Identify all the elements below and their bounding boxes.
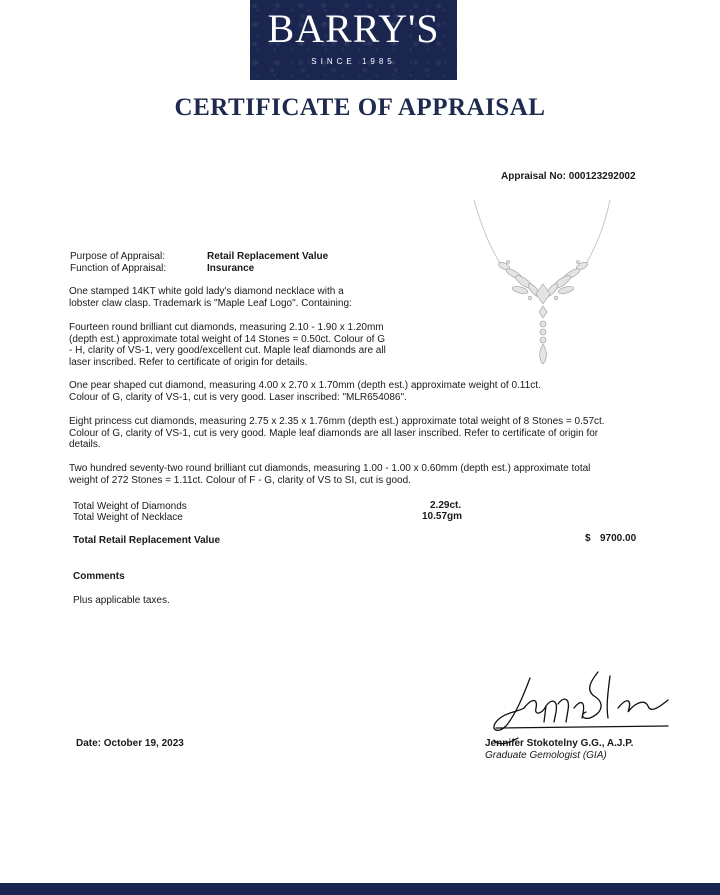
purpose-label: Purpose of Appraisal:: [70, 251, 166, 262]
necklace-weight-value: 10.57gm: [422, 511, 463, 522]
signatory-name: Jennifer Stokotelny G.G., A.J.P.: [485, 738, 634, 749]
appraisal-number-label: Appraisal No:: [501, 171, 567, 182]
appraisal-number-value: 000123292002: [568, 171, 636, 182]
appraisal-date: Date: October 19, 2023: [76, 738, 184, 749]
logo-name: BARRY'S: [267, 6, 440, 51]
signatory-title: Graduate Gemologist (GIA): [485, 750, 607, 761]
footer-bar: [0, 883, 720, 895]
description-pear-diamond: One pear shaped cut diamond, measuring 4.00 x 2.70 x 1.70mm (depth est.) approximate weight of 0.11ct. Colour of G, clarity of VS-1, cut is very good. Laser inscribed: "MLR654086".: [69, 380, 541, 403]
handwritten-signature: [478, 668, 678, 746]
total-value-label: Total Retail Replacement Value: [73, 535, 221, 546]
total-currency: $: [585, 533, 591, 544]
description-small-round-diamonds: Two hundred seventy-two round brilliant cut diamonds, measuring 1.00 - 1.00 x 0.60mm (depth est.) approximate total weight of 272 Stones = 1.11ct. Colour of F - G, clarity of VS to SI, cut is good.: [69, 463, 591, 486]
comments-text: Plus applicable taxes.: [73, 595, 170, 606]
description-round-diamonds: Fourteen round brilliant cut diamonds, measuring 2.10 - 1.90 x 1.20mm (depth est.) approximate total weight of 14 Stones = 0.50ct. Colour of G - H, clarity of VS-1, very good/excellent cut. Maple leaf diamonds are all laser inscribed. Refer to certificate of origin for details.: [69, 322, 386, 368]
description-princess-diamonds: Eight princess cut diamonds, measuring 2.75 x 2.35 x 1.76mm (depth est.) approximate total weight of 8 Stones = 0.57ct. Colour of G, clarity of VS-1, cut is very good. Maple leaf diamonds are all laser inscribed. Refer to certificate of origin for details.: [69, 416, 605, 450]
diamonds-weight-label: Total Weight of Diamonds: [73, 501, 187, 512]
total-value-amount: 9700.00: [600, 533, 637, 544]
purpose-value: Retail Replacement Value: [207, 251, 329, 262]
certificate-title: CERTIFICATE OF APPRAISAL: [174, 94, 546, 121]
function-label: Function of Appraisal:: [70, 263, 167, 274]
description-intro: One stamped 14KT white gold lady's diamond necklace with a lobster claw clasp. Trademark is "Maple Leaf Logo". Containing:: [69, 286, 352, 309]
barrys-logo: [250, 0, 457, 80]
necklace-weight-label: Total Weight of Necklace: [73, 512, 183, 523]
comments-heading: Comments: [73, 571, 125, 582]
logo-since: SINCE 1985: [311, 57, 396, 66]
function-value: Insurance: [207, 263, 255, 274]
diamonds-weight-value: 2.29ct.: [430, 500, 462, 511]
necklace-photo: [468, 198, 618, 370]
appraisal-number: [501, 171, 636, 182]
